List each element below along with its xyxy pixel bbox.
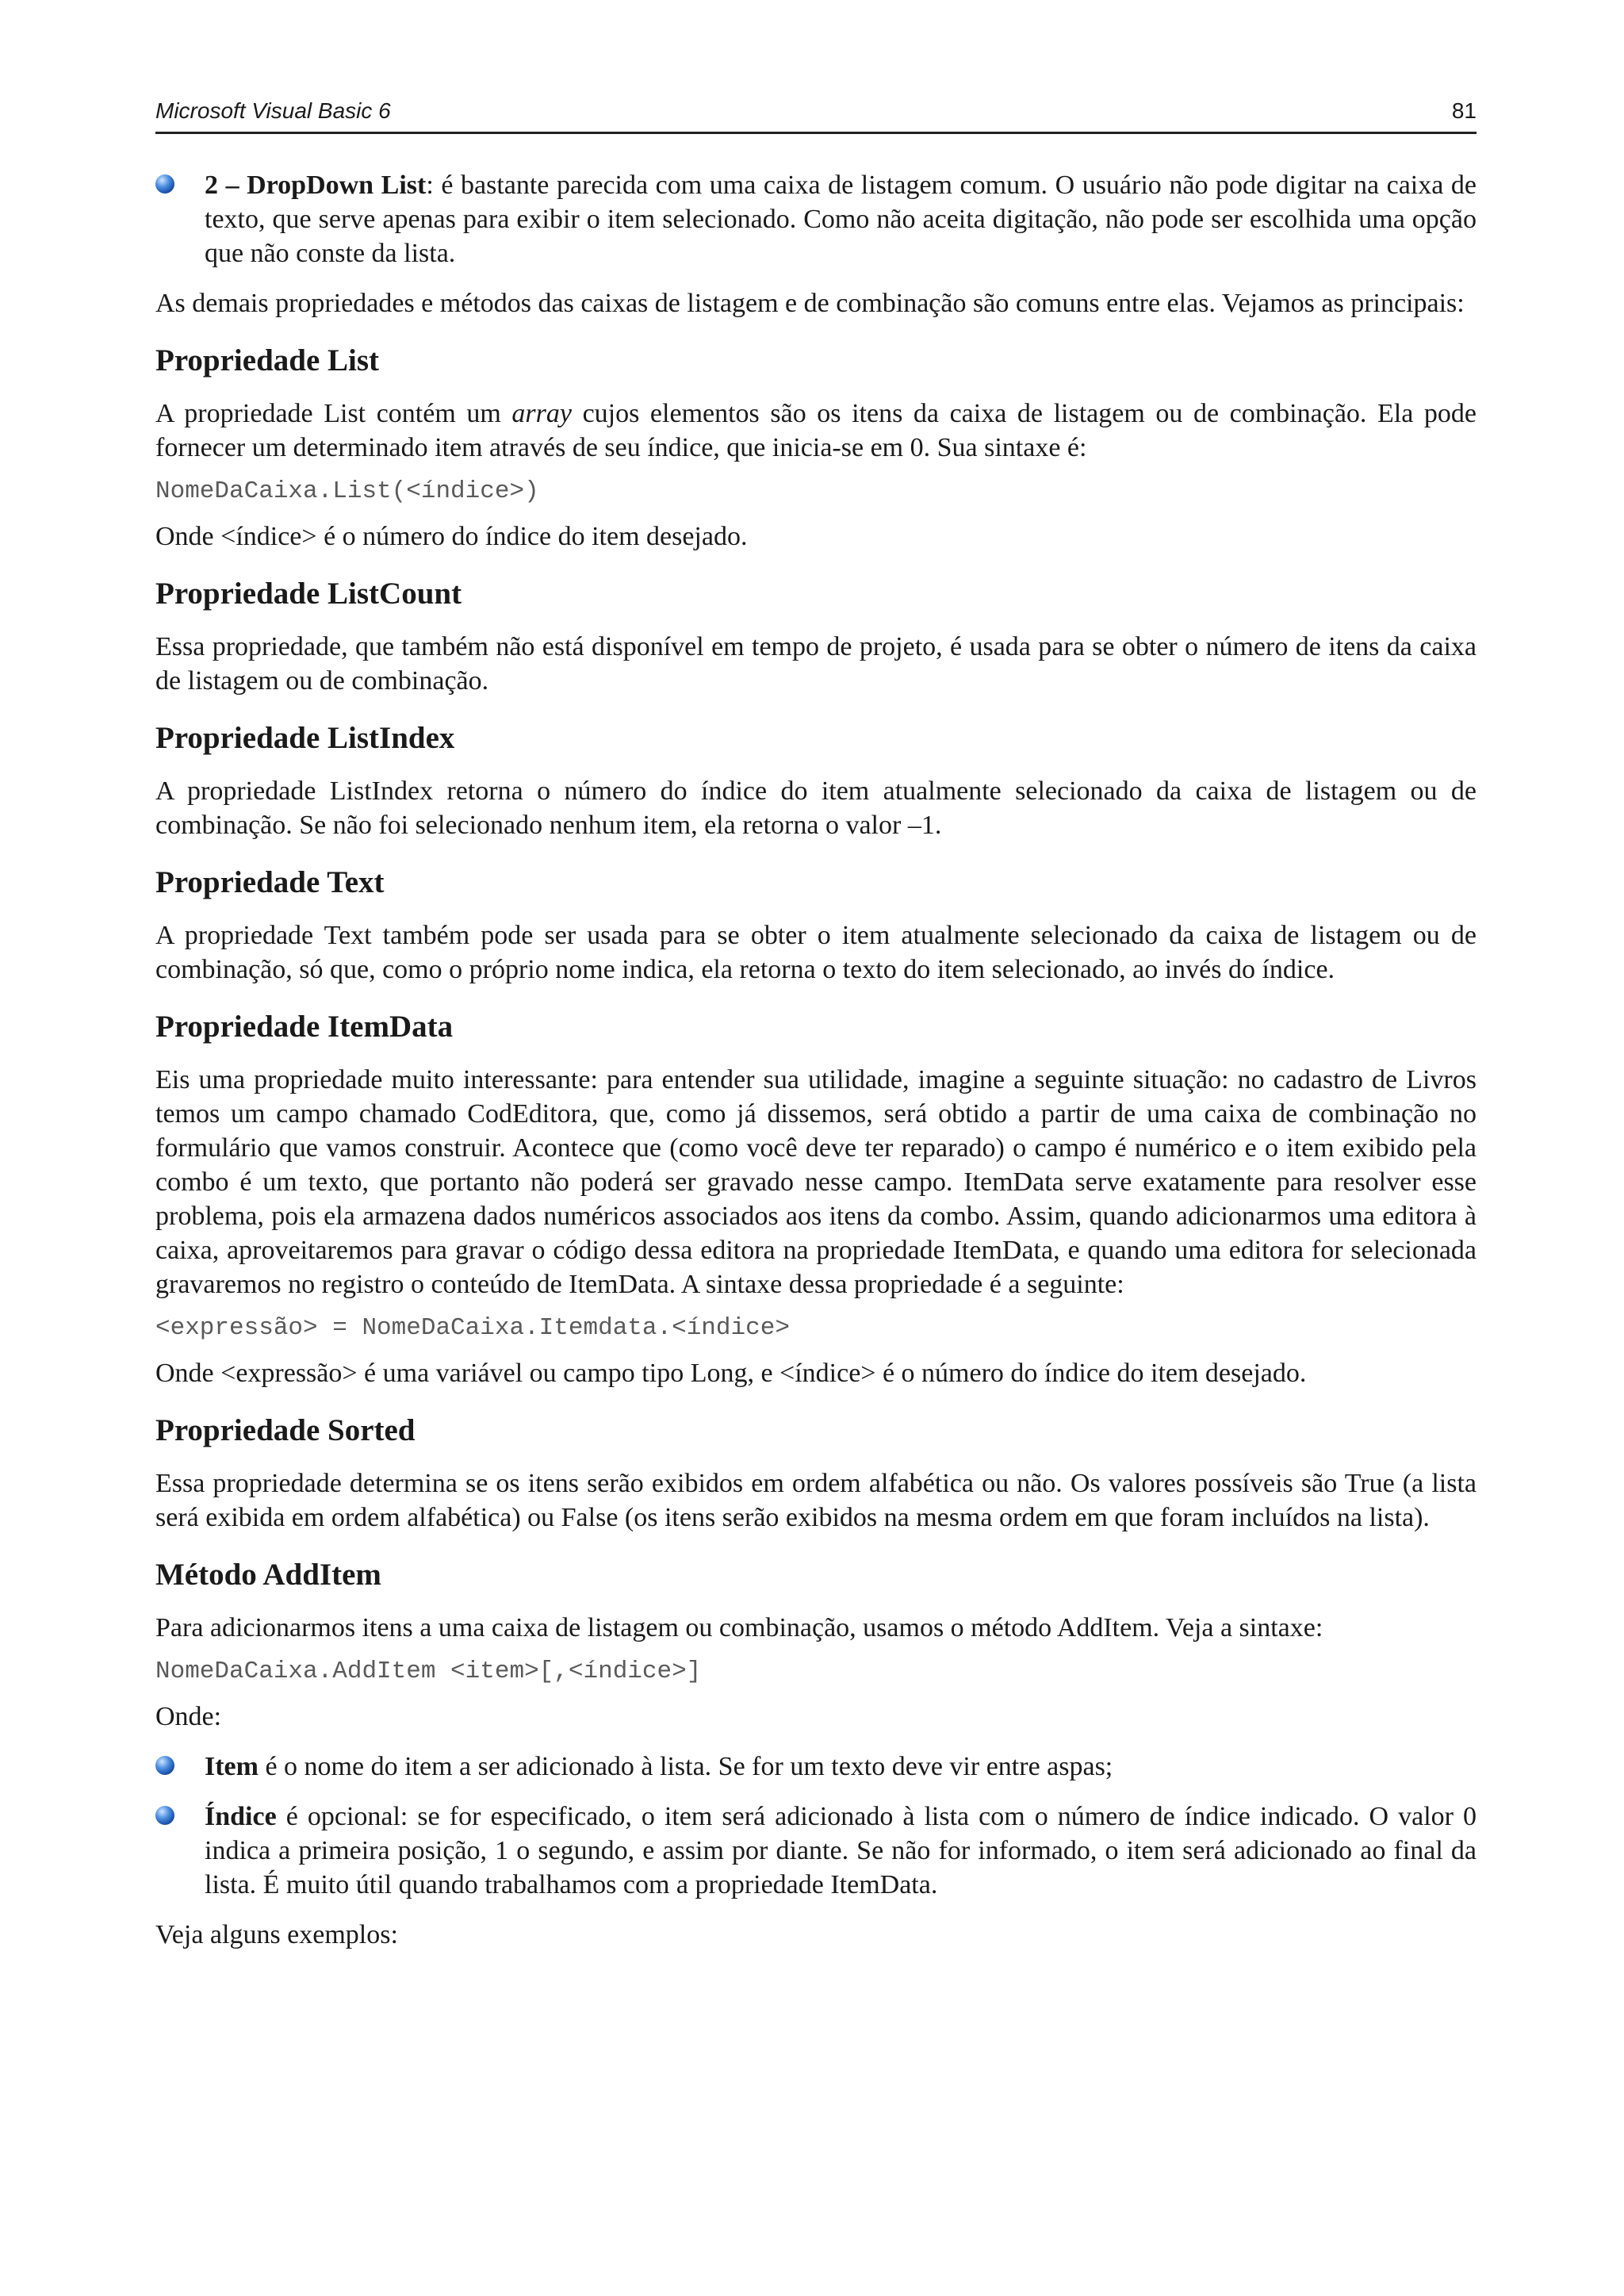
section-heading-additem: Método AddItem	[155, 1558, 381, 1592]
section-heading-listcount: Propriedade ListCount	[155, 577, 462, 611]
bullet-dropdown-list	[155, 168, 1477, 270]
intro-paragraph: As demais propriedades e métodos das caixas de listagem e de combinação são comuns entre elas. Vejamos as principais:	[155, 289, 1465, 318]
code-list-syntax: NomeDaCaixa.List(<índice>)	[155, 477, 539, 505]
bullet-text: 2 – DropDown List: é bastante parecida com uma caixa de listagem comum. O usuário não pode digitar na caixa de texto, que serve apenas para exibir o item selecionado. Como não aceita digitação, não pode ser escolhida uma opção que não conste da lista.	[205, 171, 1477, 268]
bullet-icon	[155, 1756, 174, 1775]
listcount-paragraph: Essa propriedade, que também não está disponível em tempo de projeto, é usada para se obter o número de itens da caixa de listagem ou de combinação.	[155, 632, 1477, 696]
section-heading-itemdata: Propriedade ItemData	[155, 1010, 454, 1044]
text-paragraph: A propriedade Text também pode ser usada para se obter o item atualmente selecionado da caixa de listagem ou de combinação, só que, como o próprio nome indica, ela retorna o texto do item selecionado, ao invés do índice.	[155, 921, 1477, 984]
examples-intro: Veja alguns exemplos:	[155, 1920, 398, 1949]
code-additem-syntax: NomeDaCaixa.AddItem <item>[,<índice>]	[155, 1658, 702, 1685]
section-heading-listindex: Propriedade ListIndex	[155, 721, 455, 755]
section-heading-list: Propriedade List	[155, 343, 380, 378]
book-title: Microsoft Visual Basic 6	[155, 98, 391, 123]
running-header	[155, 94, 1477, 134]
bullet-icon	[155, 1806, 174, 1825]
bullet-item: Item é o nome do item a ser adicionado à lista. Se for um texto deve vir entre aspas;	[155, 1750, 1477, 1784]
page-body	[155, 168, 1477, 1952]
bullet-icon	[155, 174, 174, 194]
list-paragraph: A propriedade List contém um array cujos elementos são os itens da caixa de listagem ou de combinação. Ela pode fornecer um determinado item através de seu índice, que inicia-se em 0. Sua sintaxe é:	[155, 399, 1477, 462]
itemdata-paragraph: Eis uma propriedade muito interessante: para entender sua utilidade, imagine a seguinte situação: no cadastro de Livros temos um campo chamado CodEditora, que, como já dissemos, será obtido a partir de uma caixa de combinação no formulário que vamos construir. Acontece que (como você deve ter reparado) o campo é numérico e o item exibido pela combo é um texto, que portanto não poderá ser gravado nesse campo. ItemData serve exatamente para resolver esse problema, pois ela armazena dados numéricos associados aos itens da combo. Assim, quando adicionarmos uma editora à caixa, aproveitaremos para gravar o código dessa editora na propriedade ItemData, e quando uma editora for selecionada gravaremos no registro o conteúdo de ItemData. A sintaxe dessa propriedade é a seguinte:	[155, 1065, 1477, 1299]
section-heading-text: Propriedade Text	[155, 865, 385, 899]
code-itemdata-syntax: <expressão> = NomeDaCaixa.Itemdata.<índice>	[155, 1314, 790, 1342]
listindex-paragraph: A propriedade ListIndex retorna o número do índice do item atualmente selecionado da caixa de listagem ou de combinação. Se não foi selecionado nenhum item, ela retorna o valor –1.	[155, 776, 1477, 840]
section-heading-sorted: Propriedade Sorted	[155, 1413, 416, 1447]
additem-onde: Onde:	[155, 1702, 222, 1731]
itemdata-note: Onde <expressão> é uma variável ou campo tipo Long, e <índice> é o número do índice do item desejado.	[155, 1359, 1307, 1388]
sorted-paragraph: Essa propriedade determina se os itens serão exibidos em ordem alfabética ou não. Os valores possíveis são True (a lista será exibida em ordem alfabética) ou False (os itens serão exibidos na mesma ordem em que foram incluídos na lista).	[155, 1469, 1477, 1532]
bullet-indice: Índice é opcional: se for especificado, o item será adicionado à lista com o número de índice indicado. O valor 0 indica a primeira posição, 1 o segundo, e assim por diante. Se não for informado, o item será adicionado ao final da lista. É muito útil quando trabalhamos com a propriedade ItemData.	[155, 1800, 1477, 1902]
additem-paragraph: Para adicionarmos itens a uma caixa de listagem ou combinação, usamos o método AddItem. Veja a sintaxe:	[155, 1613, 1323, 1642]
page-number: 81	[1451, 98, 1477, 123]
list-note: Onde <índice> é o número do índice do item desejado.	[155, 522, 748, 551]
